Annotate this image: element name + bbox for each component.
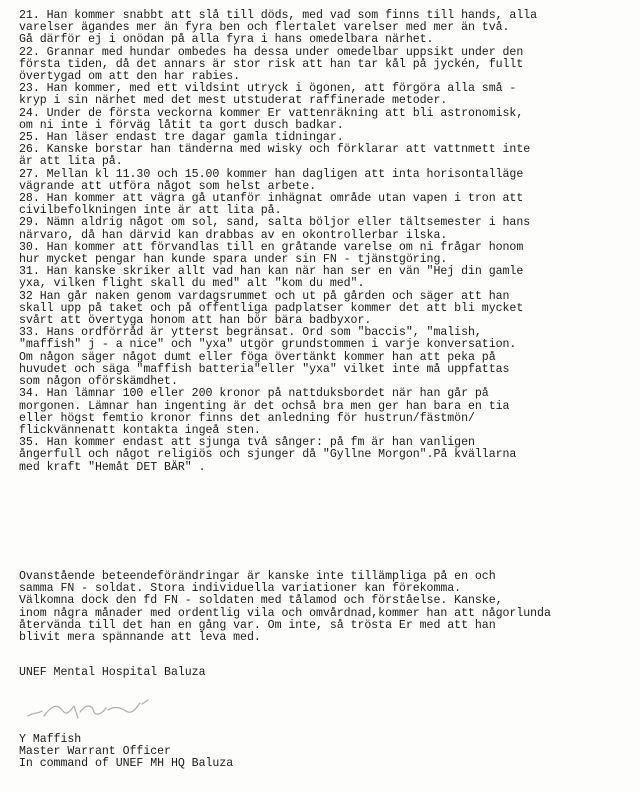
- organization-line: UNEF Mental Hospital Baluza: [19, 666, 206, 679]
- signer-name: Y Maffish: [19, 733, 82, 746]
- signer-rank: Master Warrant Officer: [19, 745, 171, 759]
- signature-block: [19, 734, 233, 771]
- handwritten-signature: [22, 694, 162, 728]
- numbered-list-text: 21. Han kommer snabbt att slå till döds, med vad som finns till hands, alla varelser ägandes mer än fyra ben och flertalet varelser med mer än två. Gå därför ej i onödan på alla fyra i hans omedelbara närhet. 22. Grannar med hundar ombedes ha dessa under omedelbar uppsikt under den första tiden, då det annars är stor risk att han tar kål på jyckén, fullt övertygad om att den har rabies. 23. Han kommer, med ett vildsint utryck i ögonen, att förgöra alla små - kryp i sin närhet med det mest utstuderat raffinerade metoder. 24. Under de första veckorna kommer Er vattenräkning att bli astronomisk, om ni inte i förväg låtit ta gort dusch badkar. 25. Han läser endast tre dagar gamla tidningar. 26. Kanske borstar han tänderna med wisky och förklarar att vattnmett inte är att lita på. 27. Mellan kl 11.30 och 15.00 kommer han dagligen att inta horisontalläge vägrande att utföra något som helst arbete. 28. Han kommer att vägra gå utanför inhägnat område utan vapen i tron att civilbefolkningen inte är att lita på. 29. Nämn aldrig något om sol, sand, salta böljor eller tältsemester i hans närvaro, då han därvid kan drabbas av en okontrollerbar ilska. 30. Han kommer att förvandlas till en gråtande varelse om ni frågar honom hur mycket pengar han kunde spara under sin FN - tjänstgöring. 31. Han kanske skriker allt vad han kan när han ser en vän "Hej din gamle yxa, vilken flight skall du med" alt "kom du med". 32 Han går naken genom vardagsrummet och ut på gården och säger att han skall upp på taket och på offentliga padplatser kommer det att bli mycket svårt att övertyga honom att han bör bära badbyxor. 33. Hans ordförråd är ytterst begränsat. Ord som "baccis", "malish, "maffish" j - a nice" och "yxa" utgör grundstommen i varje konversation. Om någon säger något dumt eller föga övertänkt kommer han att peka på huvudet och säga "maffish batteria"eller "yxa" vilket inte må uppfattas som någon oförskämdhet. 34. Han lämnar 100 eller 200 kronor på nattduksbordet när han går på morgonen. Lämnar han ingenting är det ochså bra men ger han bara en tia eller högst femtio kronor finns det anledning för hustrun/fästmön/ flickvännenatt kontakta ingeå sten. 35. Han kommer endast att sjunga två sånger: på fm är han vanligen ångerfull och något religiös och sjunger då "Gyllne Morgon".På kvällarna med kraft "Hemåt DET BÄR" .: [19, 9, 538, 474]
- signer-command: In command of UNEF MH HQ Baluza: [19, 757, 234, 771]
- closing-paragraph: Ovanstående beteendeförändringar är kanske inte tillämpliga på en och samma FN - soldat. Stora individuella variationer kan förekomma. Välkomna dock den fd FN - soldaten med tålamod och förståelse. Kanske, inom några månader med ordentlig vila och omvårdnad,kommer han att någorlunda återvända till det han en gång var. Om inte, så trösta Er med att han blivit mera spännande att leva med.: [19, 570, 551, 645]
